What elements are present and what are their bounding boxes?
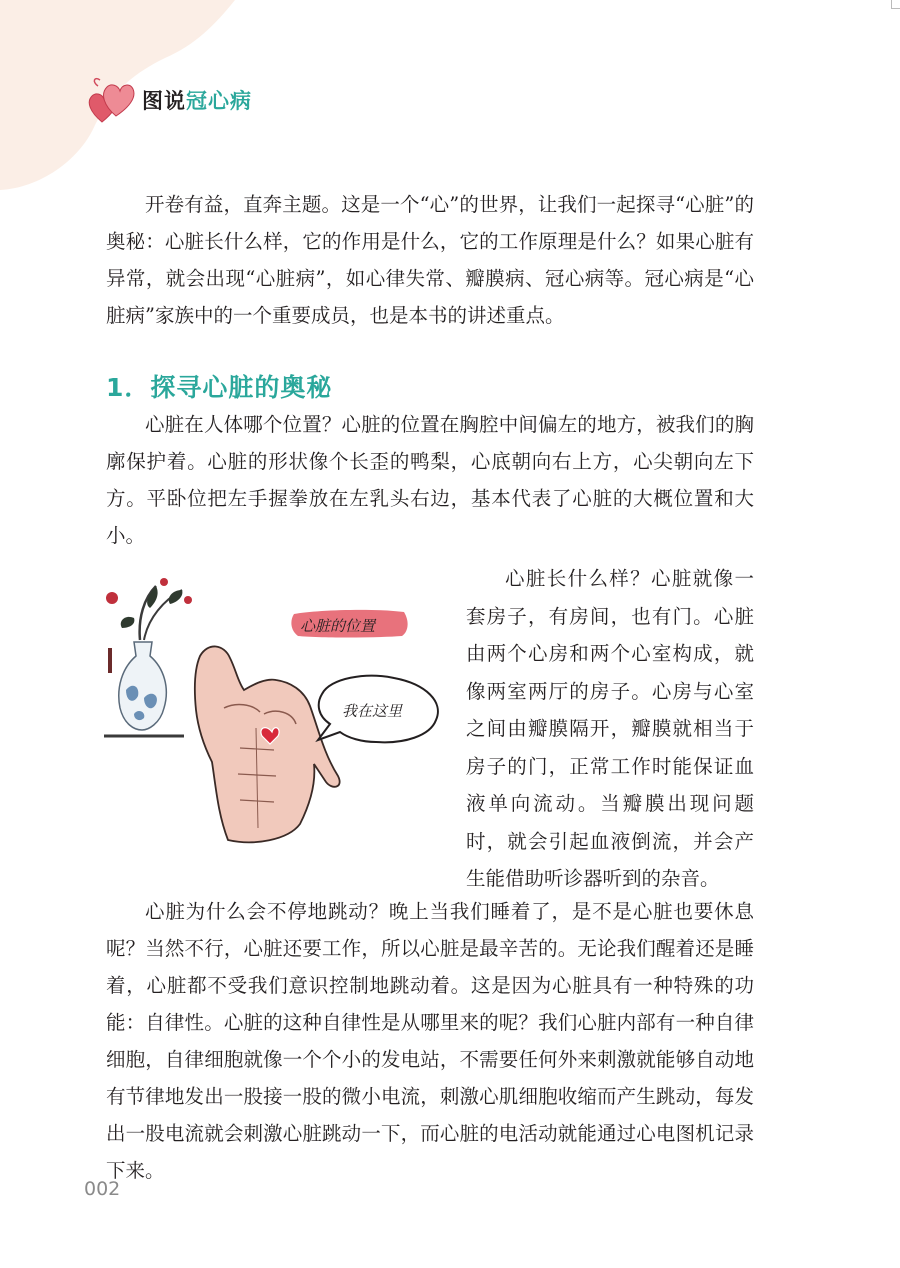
heart-position-illustration [104, 578, 444, 850]
banner-text: 心脏的位置 [300, 617, 376, 635]
paragraph-heart-beat: 心脏为什么会不停地跳动？晚上当我们睡着了，是不是心脏也要休息呢？当然不行，心脏还要工作，所以心脏是最辛苦的。无论我们醒着还是睡着，心脏都不受我们意识控制地跳动着。这是因为心脏具有一种特殊的功能：自律性。心脏的这种自律性是从哪里来的呢？我们心脏内部有一种自律细胞，自律细胞就像一个个小的发电站，不需要任何外来刺激就能够自动地有节律地发出一股接一股的微小电流，刺激心肌细胞收缩而产生跳动，每发出一股电流就会刺激心脏跳动一下，而心脏的电活动就能通过心电图机记录下来。 [106, 900, 754, 1182]
paragraph-heart-position: 心脏在人体哪个位置？心脏的位置在胸腔中间偏左的地方，被我们的胸廓保护着。心脏的形状像个长歪的鸭梨，心底朝向右上方，心尖朝向左下方。平卧位把左手握拳放在左乳头右边，基本代表了心脏的大概位置和大小。 [106, 413, 754, 547]
banner-label [291, 610, 407, 638]
section-heading: 1．探寻心脏的奥秘 [106, 373, 333, 402]
hearts-icon [88, 72, 136, 128]
crop-mark [891, 0, 900, 9]
intro-paragraph: 开卷有益，直奔主题。这是一个“心”的世界，让我们一起探寻“心脏”的奥秘：心脏长什么样，它的作用是什么，它的工作原理是什么？如果心脏有异常，就会出现“心脏病”，如心律失常、瓣膜病、冠心病等。冠心病是“心脏病”家族中的一个重要成员，也是本书的讲述重点。 [106, 193, 754, 327]
torso-illustration [195, 646, 340, 842]
paragraph-heart-structure: 心脏长什么样？心脏就像一套房子，有房间，也有门。心脏由两个心房和两个心室构成，就像两室两厅的房子。心房与心室之间由瓣膜隔开，瓣膜就相当于房子的门，正常工作时能保证血液单向流动。当瓣膜出现问题时，就会引起血液倒流，并会产生能借助听诊器听到的杂音。 [466, 567, 754, 890]
running-header [88, 70, 252, 130]
bubble-text: 我在这里 [342, 702, 403, 720]
page-number: 002 [84, 1178, 121, 1200]
vase-illustration [104, 578, 192, 736]
header-title: 图说冠心病 [142, 89, 252, 113]
speech-bubble [318, 676, 438, 743]
